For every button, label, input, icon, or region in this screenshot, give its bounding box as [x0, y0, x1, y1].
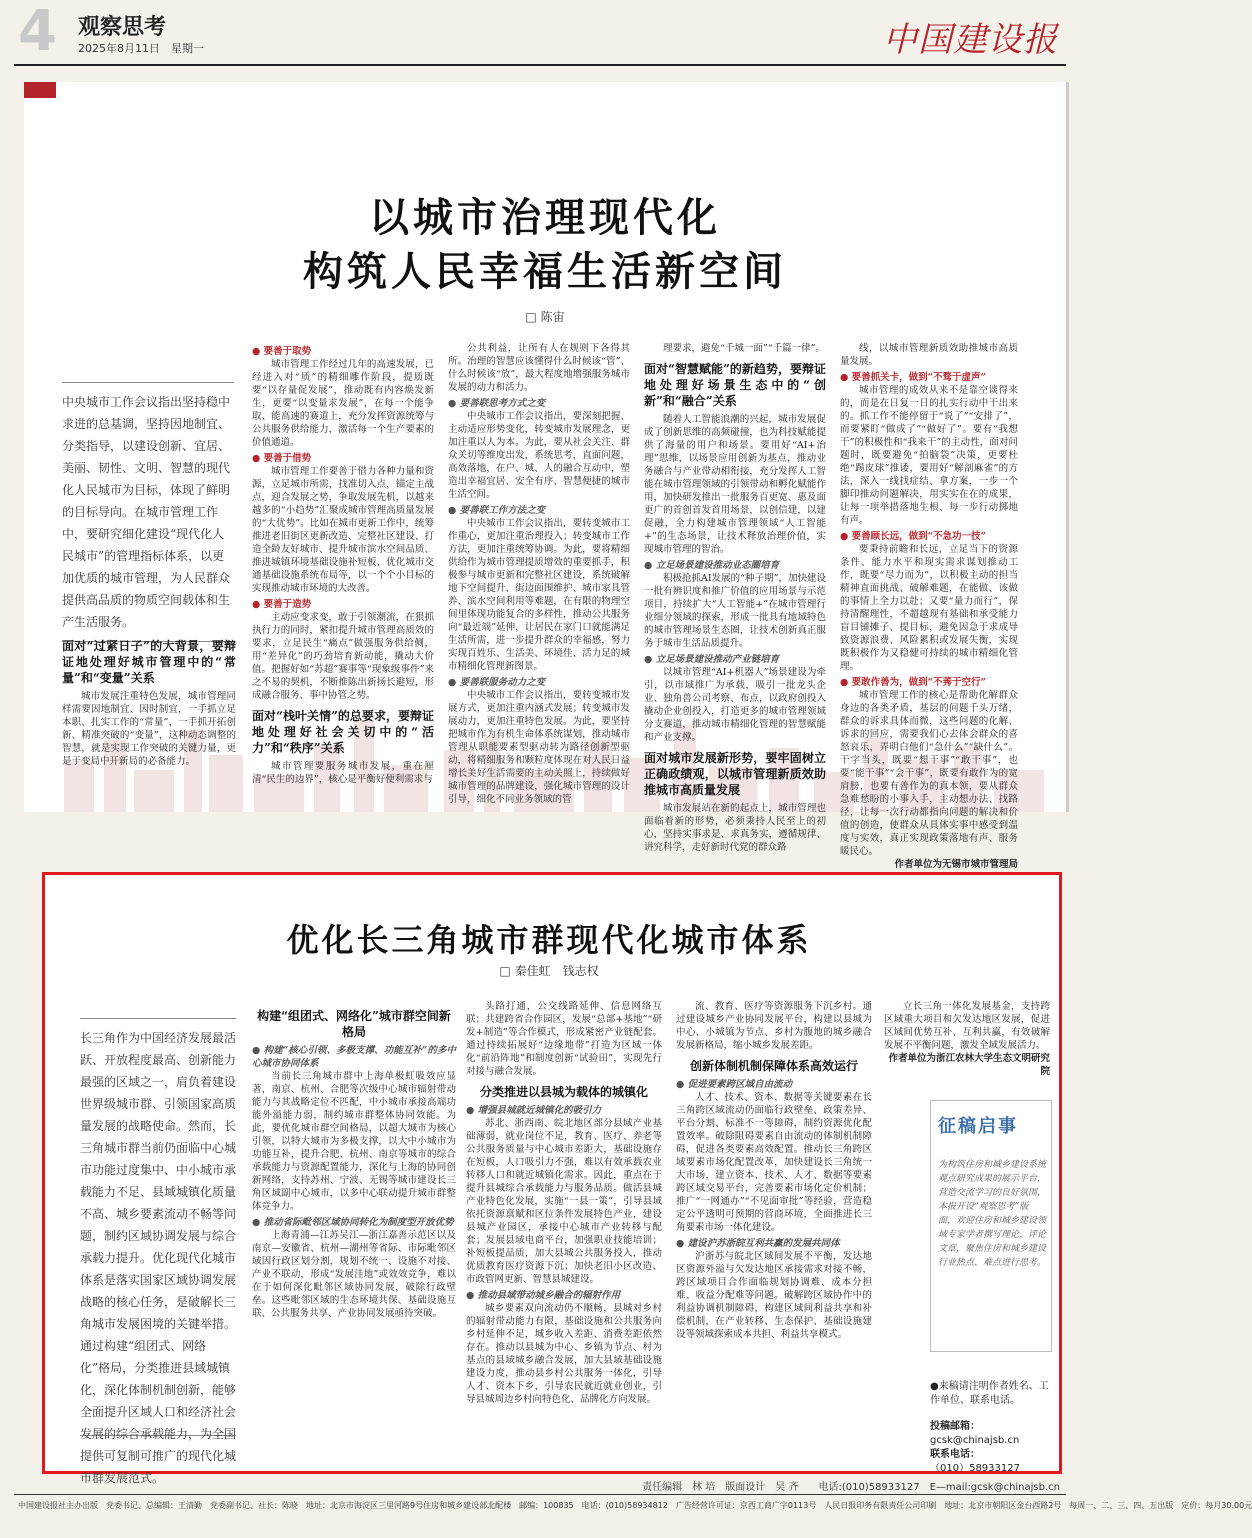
- footer-divider: [14, 1494, 1066, 1495]
- subheading: ● 要善于借势: [252, 453, 312, 464]
- paragraph: 城市发展注重特色发展，城市管理同样需要因地制宜、因时制宜，一手抓立足本职、扎实工作的“常量”，一手抓开拓创新、精准突破的“变量”，这种动态调整的智慧，就是实现工作突破的关键力量，更是于变局中开新局的必备能力。: [62, 691, 236, 767]
- subheading: ● 要善联工作方法之变: [448, 505, 546, 516]
- subheading: ● 增强县城就近城镇化的吸引力: [466, 1105, 602, 1116]
- article2-byline: □ 秦佳虹 钱志权: [499, 964, 599, 978]
- paragraph: 头路打通，公交线路延伸、信息网络互联；共建跨省合作园区，发展“总部+基地”“研发+制造”等合作模式，形成紧密产业链配套。通过持续拓展好“边缘地带”打造为区域一体化“前沿阵地”和制度创新“试验田”，实现先行对接与融合发展。: [466, 1001, 662, 1077]
- corner-accent: [24, 82, 56, 98]
- phone-value: （010）58933127: [930, 1463, 1020, 1474]
- call-for-papers-body: 为构筑住房和城乡建设系统观点研究成果的展示平台，营造交流学习的良好氛围，本报开设“观察思考”版面，欢迎住房和城乡建设领域专家学者撰写理论、评论文章，聚焦住房和城乡建设行业热点、难点进行思考。: [938, 1160, 1047, 1268]
- article2-title: 优化长三角城市群现代化城市体系: [286, 921, 812, 959]
- article1-col4: [644, 342, 826, 853]
- article2-col3: [676, 1000, 872, 1454]
- submission-note: ●来稿请注明作者姓名、工作单位、联系电话。: [930, 1381, 1049, 1406]
- phone-label: 联系电话：: [930, 1449, 980, 1460]
- author-affiliation: 作者单位为浙江农林大学生态文明研究院: [888, 1053, 1050, 1077]
- paragraph: 城市管理工作的核心是帮助化解群众身边的各类矛盾，基层的问题千头万绪，群众的诉求具体而微，这些问题的化解、诉求的回应，需要我们心去体会群众的喜怒哀乐，弄明白他们“急什么”“缺什么”。干字当头，既要“想干事”“敢干事”，也要“能干事”“会干事”，既要有敢作为的宽肩膀，也要有善作为的真本领，要从群众急难愁盼的小事入手，主动想办法、找路径，让每一次行动都指向问题的解决和价值的创造，使群众从具体实事中感受到温度与实效，真正实现政策落地有声、服务暖民心。: [840, 690, 1018, 857]
- paragraph: 立长三角一体化发展基金，支持跨区域重大项目和欠发达地区发展，促进区域间优势互补、互利共赢，有效破解发展不平衡问题，激发全域发展活力。: [884, 1001, 1050, 1051]
- paragraph: 线，以城市管理新质效助推城市高质量发展。: [840, 343, 1018, 367]
- publisher-imprint: 中国建设报社主办出版 党委书记、总编辑：王清勤 党委副书记、社长：陈晓 地址：北京市海淀区三里河路9号住房和城乡建设部北配楼 邮编：100835 电话：(010)58934812 广告经营许可证：京西工商广字0113号 人民日报印务有限责任公司印刷 地址：北京市朝阳区金台西路2号 每周一、二、三、四、五出版 定价：每月30.00元: [18, 1501, 1252, 1510]
- article2-lede: 长三角作为中国经济发展最活跃、开放程度最高、创新能力最强的区域之一，肩负着建设世界级城市群、引领国家高质量发展的战略使命。然而，长三角城市群当前仍面临中心城市功能过度集中、中小城市承载能力不足、县域城镇化质量不高、城乡要素流动不畅等问题，制约区域协调发展与综合承载力提升。优化现代化城市体系是落实国家区域协调发展战略的核心任务，是破解长三角城市发展困境的关键举措。通过构建“组团式、网络化”格局，分类推进县域城镇化，深化体制机制创新，能够全面提升区域人口和经济社会发展的综合承载能力，为全国提供可复制可推广的现代化城市群发展范式。: [80, 1018, 236, 1436]
- header-divider: [14, 64, 1066, 66]
- article1-byline: □ 陈宙: [525, 310, 565, 324]
- email-label: 投稿邮箱：: [930, 1421, 980, 1432]
- subheading: ● 推动县域带动城乡融合的辐射作用: [466, 1290, 621, 1301]
- section-title: 观察思考: [78, 14, 167, 40]
- paragraph: 积极抢抓AI发展的“种子期”，加快建设一批有辨识度和推广价值的应用场景与示范项目，持续扩大“人工智能+”在城市管理行业细分领域的探索，形成一批具有地域特色的城市管理场景生态圈，让技术创新真正服务于城市生活品质提升。: [644, 573, 826, 649]
- article2-col2: [466, 1000, 662, 1454]
- article1-col5: [840, 342, 1018, 870]
- article2-col4: [884, 1000, 1050, 1092]
- page-date: 2025年8月11日 星期一: [78, 42, 204, 55]
- subheading: ● 要敢作善为，做到“不莠于空行”: [840, 677, 987, 688]
- article1-title-line1: 以城市治理现代化: [369, 194, 721, 241]
- paragraph: 当前长三角城市群中上海单极虹吸效应显著，南京、杭州、合肥等次级中心城市辐射带动能力与其战略定位不匹配，中小城市承接高端功能外溢能力弱，制约城市群整体协同效能。为此，要优化城市群空间格局，以超大城市为核心引领，以特大城市为多极支撑，以大中小城市为功能互补，提升合肥、杭州、南京等城市的综合承载能力与资源配置能力，深化与上海的协同创新网络，支持苏州、宁波、无锡等城市建设长三角区域副中心城市，以多中心联动提升城市群整体竞争力。: [252, 1071, 456, 1212]
- col-heading: 面对“栈叶关情”的总要求，要辩证地处理好社会关切中的“活力”和“秩序”关系: [252, 709, 434, 755]
- subheading: ● 要善联思考方式之变: [448, 398, 546, 409]
- paragraph: 以城市管理“AI+机器人”场景建设为牵引，以市域推广为承载，吸引一批龙头企业、独角兽公司考察、布点，以政府创投入撬动企业创投入，打造更多的城市管理领域分支赛道，推动城市精细化管理的智慧赋能和产业支撑。: [644, 667, 826, 743]
- subheading: ● 建设沪苏浙皖互利共赢的发展共同体: [676, 1238, 840, 1249]
- subheading: ● 要善抓关卡，做到“不骛于虚声”: [840, 372, 987, 383]
- author-affiliation: 作者单位为无锡市城市管理局: [894, 859, 1018, 870]
- subheading: ● 要善联服务动力之变: [448, 677, 546, 688]
- paragraph: 上海青浦—江苏吴江—浙江嘉善示范区以及南京—安徽省、杭州—湖州等省际、市际毗邻区域因行政区划分割，规划不统一、设施不对接、产业不联动，形成“发展洼地”或效效竞争，难以在于如何深化毗邻区域协同发展，破除行政壁垒。这些毗邻区域的生态环境共保、基础设施互联、公共服务共享、产业协同发展亟待突破。: [252, 1230, 456, 1319]
- masthead-logo: 中国建设报: [883, 20, 1058, 60]
- paragraph: 城市发展站在新的起点上，城市管理也面临着新的形势，必须秉持人民至上的初心，坚持实事求是、求真务实，遵循规律、讲究科学，走好新时代党的群众路: [644, 803, 826, 853]
- paragraph: 苏北、浙西南、皖北地区部分县域产业基础薄弱，就业岗位不足，教育、医疗、养老等公共服务质量与中心城市差距大，基础设施存在短板，人口吸引力不强，难以有效承载农业转移人口和就近城镇化需求。因此，重点在于提升县城综合承载能力与服务品质。做活县城产业特色化发展，实施“一县一策”，引导县域依托资源禀赋和区位条件发展特色产业，建设县城产业园区，承接中心城市产业转移与配套；发展县域电商平台，加强职业技能培训；补短板提品质，加大县城公共服务投入，推动优质教育医疗资源下沉；加快老旧小区改造、市政管网更新、智慧县城建设。: [466, 1118, 662, 1285]
- paragraph: 中央城市工作会议指出，要转变城市工作重心，更加注重治理投入；转变城市工作方法，更加注重统筹协调。为此，要将精细供给作为城市管理提质增效的重要抓手，积极参与城市更新和完整社区建设，系统破解地下空间提升、街边面围维护、城市家具管养、滨水空间利用等难题，在有限的物理空间里体现功能复合的多样性，推动公共服务向“最近端”延伸，让居民在家门口就能满足生活所需，进一步提升群众的幸福感，努力实现百姓乐、生活美、环境佳、活力足的城市精细化管理新图景。: [448, 518, 630, 672]
- article1-col1: [62, 632, 236, 792]
- paragraph: 城乡要素双向流动仍不顺畅，县城对乡村的辐射带动能力有限，基础设施和公共服务向乡村延伸不足，城乡收入差距、消费差距依然存在。推动以县城为中心、乡镇为节点、村为基点的县域城乡融合发展，加大县域基础设施建设力度，推动县乡村公共服务一体化，引导人才、资本下乡，引导农民就近就业创业，引导县城周边乡村向特色化、品牌化方向发展。: [466, 1303, 662, 1405]
- paragraph: 公共利益，让所有人在规则下各得其所。治理的智慧应该懂得什么时候该“管”、什么时候该“放”，最大程度地增强服务城市发展的动力和活力。: [448, 343, 630, 393]
- paragraph: 城市管理工作经过几年的高速发展，已经进入对“质”的精细雕作阶段，提质既要“以存量促发展”，推动既有内容焕发新生，更要“以变量求发展”，在每一个能争取、能高速的赛道上，充分发挥资源统筹与公共服务供给能力，激活每一个生产要素的价值通道。: [252, 359, 434, 448]
- col-heading: 构建“组团式、网络化”城市群空间新格局: [257, 1009, 451, 1039]
- paragraph: 流、教育、医疗等资源服务下沉乡村。通过建设城乡产业协同发展平台，构建以县城为中心、小城镇为节点、乡村为腹地的城乡融合发展新格局，缩小城乡发展差距。: [676, 1001, 872, 1051]
- subheading: ● 促进要素跨区域自由流动: [676, 1079, 793, 1090]
- call-for-papers-title: 征稿启事: [938, 1116, 1018, 1137]
- paragraph: 人才、技术、资本、数据等关键要素在长三角跨区域流动仍面临行政壁垒、政策差异、平台分割、标准不一等障碍，制约资源优化配置效率。破除阻碍要素自由流动的体制机制障碍，促进各类要素高效配置。推动长三角跨区域要素市场化配置改革，加快建设长三角统一大市场，建立资本、技术、人才、数据等要素跨区域交易平台，完善要素市场化定价机制；推广“一网通办”“不见面审批”等经验，营造稳定公平透明可预期的营商环境，全面推进长三角要素市场一体化建设。: [676, 1092, 872, 1233]
- article1-title-line2: 构筑人民幸福生活新空间: [303, 248, 787, 295]
- paragraph: 中央城市工作会议指出，要深刻把握、主动适应形势变化，转变城市发展理念，更加注重以人为本。为此，要从社会关注、群众关切等维度出发，系统思考，直面问题，高效落地，在户、城、人的融合互动中，塑造出幸福宜居、安全有序、智慧便捷的城市生活空间。: [448, 411, 630, 500]
- paragraph: 城市管理的成效从来不是靠空谈得来的，而是在日复一日的扎实行动中干出来的。抓工作不能停留于“说了”“安排了”，而要紧盯“做成了”“做好了”。要有“我想干”的积极性和“我来干”的主动性，面对问题时，既要避免“拍脑袋”决策，更要杜绝“踢皮球”推诿，要用好“解剖麻雀”的方法，深入一线找症结、拿方案，一步一个脚印推动问题解决，用实实在在的成果，让每一项举措落地生根、每一步行动掷地有声。: [840, 385, 1018, 526]
- email-value[interactable]: gcsk@chinajsb.cn: [930, 1435, 1020, 1446]
- paragraph: 中央城市工作会议指出，要转变城市发展方式，更加注重内涵式发展；转变城市发展动力，更加注重特色发展。为此，要坚持把城市作为有机生命体系统谋划，推动城市管理从职能要素型驱动转为路径创新型驱动，将精细服务和颗粒度体现在对人民日益增长美好生活需要的主动关照上，持续做好城市管理的品牌建设，强化城市管理的设计引导，细化不同业务领域的管: [448, 690, 630, 805]
- col-heading: 面对“智慧赋能”的新趋势，要辩证地处理好场景生态中的“创新”和“融合”关系: [644, 362, 826, 408]
- article2-col1: [252, 1002, 456, 1454]
- subheading: ● 构建“核心引领、多极支撑、功能互补”的多中心城市协同体系: [252, 1045, 456, 1069]
- paragraph: 沪浙苏与皖北区域间发展不平衡，发达地区资源外溢与欠发达地区承接需求对接不畅，跨区域项目合作面临规划协调难、成本分担难、收益分配难等问题。破解跨区域协作中的利益协调机制障碍，构建区域间利益共享和补偿机制，在产业转移、生态保护、基础设施建设等领域探索成本共担、利益共享模式。: [676, 1251, 872, 1340]
- page-number: 4: [18, 0, 57, 64]
- col-heading: 分类推进以县城为载体的城镇化: [479, 1085, 648, 1099]
- subheading: ● 要善于取势: [252, 346, 312, 357]
- subheading: ● 要善于造势: [252, 599, 312, 610]
- subheading: ● 推动省际毗邻区域协同转化为制度型开放优势: [252, 1217, 454, 1228]
- paragraph: 随着人工智能浪潮的兴起，城市发展促成了创新思维的高频碰撞，也为科技赋能提供了海量的用户和场景。要用好“AI+治理”思维，以场景应用创新为基点，推动业务融合与产业带动相衔接，充分发挥人工智能在城市管理领域的引领带动和孵化赋能作用，加快研发推出一批服务百更宽、惠及面更广的首创首发首用场景，以创信建，以建促融，全力构建城市管理领域“人工智能+”的生态场景，让技术释放治理价值，实现城市管理的智治。: [644, 414, 826, 555]
- submission-contact: [930, 1420, 1054, 1476]
- article1-lede: 中央城市工作会议指出坚持稳中求进的总基调，坚持因地制宜、分类指导，以建设创新、宜居、美丽、韧性、文明、智慧的现代化人民城市为目标，体现了鲜明的目标导向。在城市管理工作中，要研究细化建设“现代化人民城市”的管理指标体系，以更加优质的城市管理，为人民群众提供高品质的物质空间载体和生产生活服务。: [62, 382, 234, 642]
- subheading: ● 立足场景建设推动业态圈培育: [644, 560, 780, 571]
- subheading: ● 立足场景建设推动产业链培育: [644, 654, 780, 665]
- paragraph: 要秉持前瞻和长远，立足当下的资源条件、能力水平和现实需求谋划推动工作，既要“尽力而为”，以积极主动的担当精神直面挑战、破解难题，在能做、该做的事情上全力以赴；又要“量力而行”，保持清醒理性，不超越现有基础和承受能力盲目铺摊子、提目标，避免因急于求成导致资源浪费、风险累积或发展失衡，实现既积极作为又稳健可持续的城市精细化管理。: [840, 544, 1018, 672]
- paragraph: 城市管理工作要善于借力各种力量和资源，立足城市所需，找准切入点，锚定主战点，迎合发展之势，争取发展先机，以越来越多的“小趋势”汇聚成城市管理高质量发展的“大优势”。比如在城市更新工作中，统筹推进老旧街区更新改造、完整社区建设、打造全龄友好城市、提升城市滨水空间品质、推进城镇环境基础设施补短板、优化城市交通基础设施系统布局等，以一个个小目标的实现推动城市环境的大改善。: [252, 466, 434, 594]
- col-heading: 创新体制机制保障体系高效运行: [689, 1059, 858, 1073]
- article1-col3: [448, 342, 630, 805]
- paragraph: 理要求，避免“千城一面”“千篇一律”。: [663, 343, 825, 354]
- subheading: ● 要善顾长远，做到“不急功一技”: [840, 531, 987, 542]
- page-editors: 责任编辑 林 培 版面设计 吴 齐 电话:(010)58933127 E—mail:gcsk@chinajsb.cn: [642, 1482, 1060, 1493]
- col-heading: 面对“过紧日子”的大背景，要辩证地处理好城市管理中的“常量”和“变量”关系: [62, 639, 236, 685]
- col-heading: 面对城市发展新形势，要牢固树立正确政绩观，以城市管理新质效助推城市高质量发展: [644, 751, 826, 797]
- paragraph: 主动应变求变，敢于引领潮流，在狠抓执行力的同时，紧扣提升城市管理高质效的要求，立足民生“痛点”做强服务供给侧，用“差异化”的巧劲培育新动能，撬动大价值。把握好如“苏超”赛事等“现象级事件”来之不易的契机，不断推陈出新扬长避短，形成融合服务、事中协管之势。: [252, 612, 434, 701]
- article1-col2: [252, 342, 434, 785]
- paragraph: 城市管理要服务城市发展，重在厘清“民生的边界”，核心是平衡好便利需求与: [252, 761, 434, 785]
